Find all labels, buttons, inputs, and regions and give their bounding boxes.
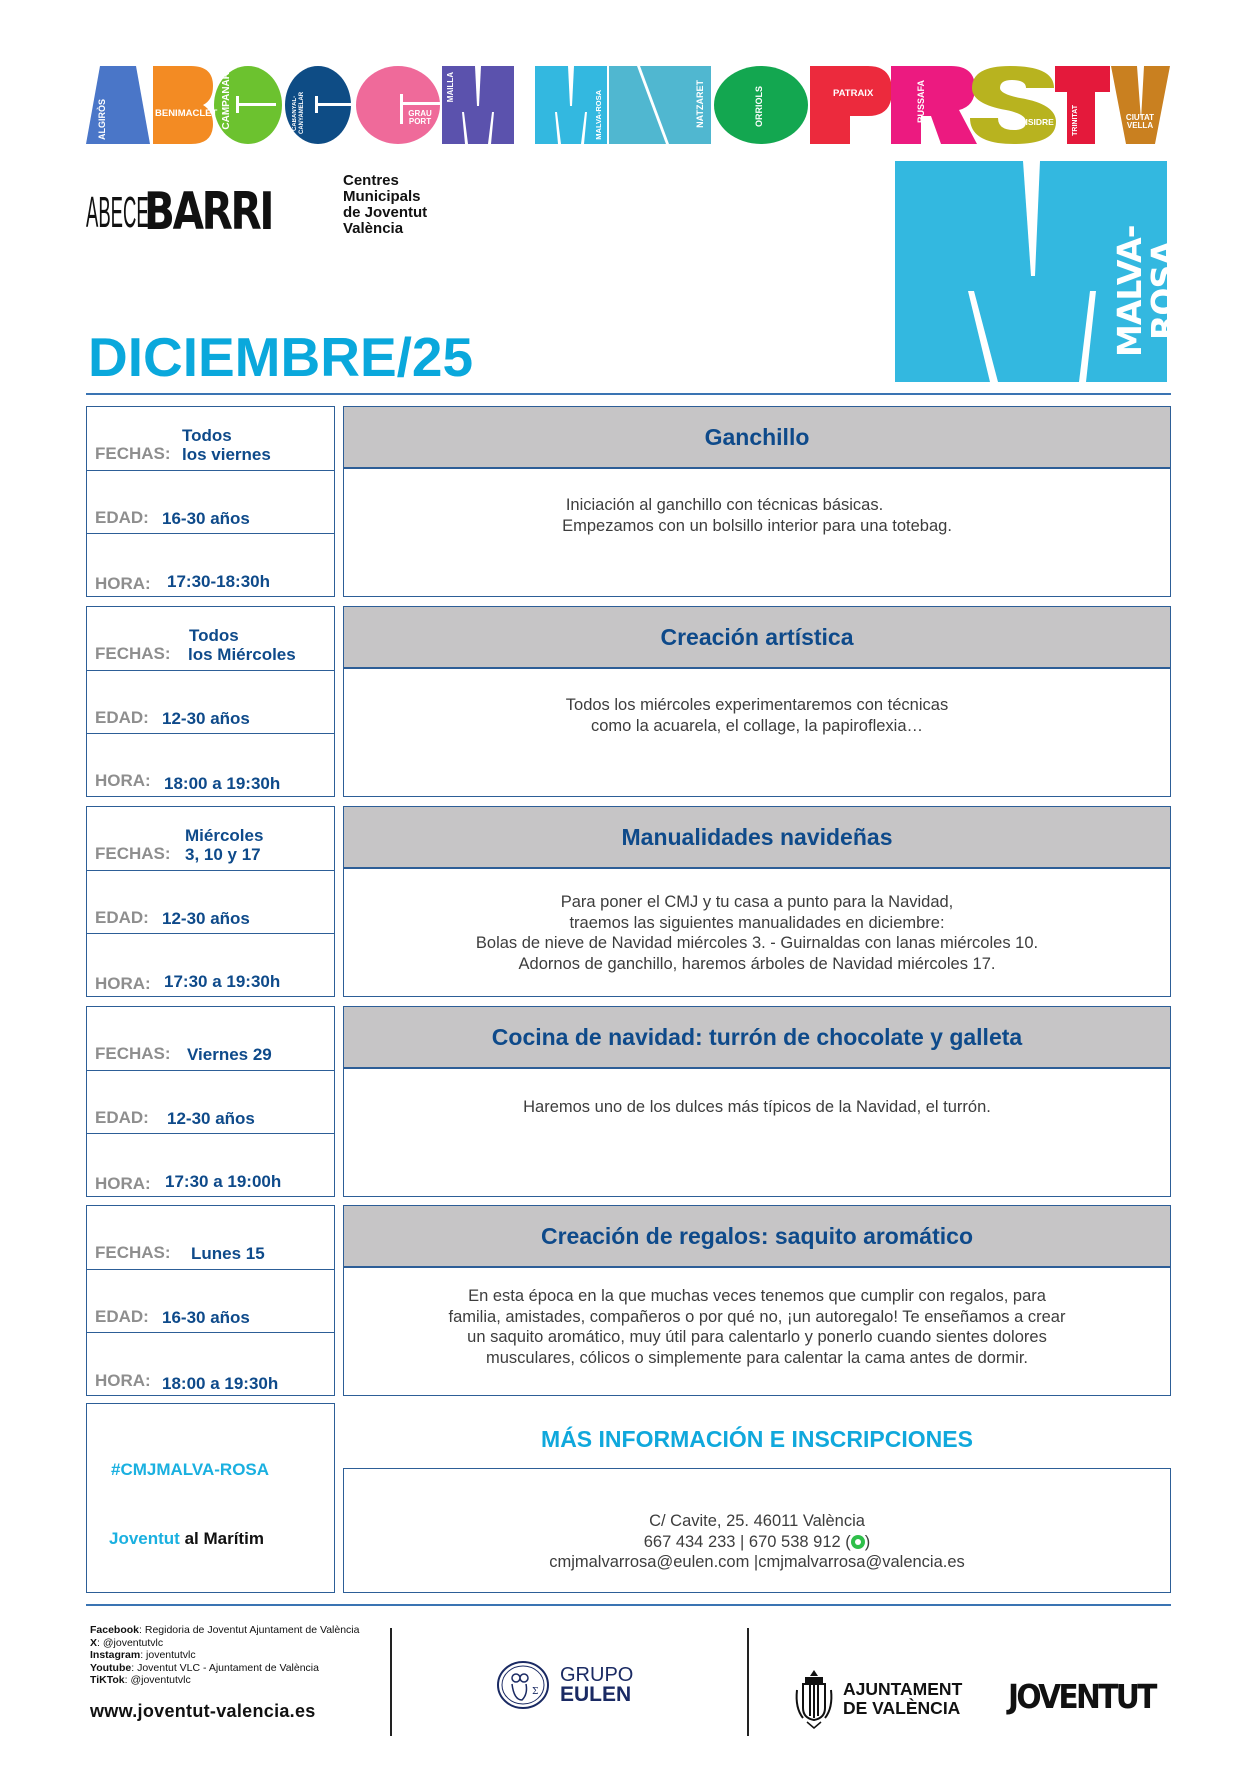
hora-label: HORA:	[95, 1371, 151, 1390]
barrio-letter-n	[609, 66, 711, 144]
hora-label: HORA:	[95, 771, 151, 790]
barrio-letter-v	[1111, 66, 1170, 144]
fechas-value: Viernes 29	[187, 1045, 272, 1064]
logo-text-line: Municipals	[343, 188, 421, 205]
eulen-owl-icon	[496, 1660, 550, 1710]
svg-text:Σ: Σ	[532, 1687, 539, 1697]
barrio-name: MAILLA	[446, 72, 455, 103]
logo-thin-text: ABECE	[86, 188, 149, 237]
activity-details	[86, 1205, 335, 1396]
fechas-cell	[87, 407, 334, 470]
barrio-name: GRAU PORT	[408, 109, 432, 126]
fechas-label: FECHAS:	[95, 844, 171, 863]
edad-cell	[87, 470, 334, 534]
activity-row	[86, 606, 1171, 797]
hora-label: HORA:	[95, 574, 151, 593]
activity-title: Manualidades navideñas	[344, 807, 1170, 869]
hora-value: 17:30-18:30h	[167, 572, 271, 591]
barrio-letter-g	[356, 66, 440, 144]
al-maritim-words: al Marítim	[184, 1529, 264, 1548]
activity-details	[86, 606, 335, 797]
phones: 667 434 233 | 670 538 912 ( )	[643, 1532, 871, 1551]
barrio-name: NATZARET	[695, 80, 705, 128]
activity-content	[343, 606, 1171, 797]
barrio-name: MALVA-ROSA	[594, 90, 603, 140]
logo-text-line: València	[343, 220, 404, 237]
hora-cell	[87, 1332, 334, 1396]
hora-label: HORA:	[95, 974, 151, 993]
website-link[interactable]: www.joventut-valencia.es	[90, 1701, 316, 1721]
edad-cell	[87, 870, 334, 934]
joventut-word: Joventut	[109, 1529, 180, 1548]
district-badge	[895, 161, 1183, 382]
letter-a-shape	[86, 66, 150, 144]
barrio-name: BENIMACLET	[155, 108, 218, 119]
edad-value: 12-30 años	[167, 1109, 255, 1128]
letter-s-shape	[970, 66, 1056, 144]
edad-value: 16-30 años	[162, 509, 250, 528]
letter-b-shape	[153, 66, 213, 144]
fechas-label: FECHAS:	[95, 1243, 171, 1262]
social-tiktok[interactable]: TiKTok: @joventutvlc	[90, 1674, 191, 1686]
activity-description: Haremos uno de los dulces más típicos de la Navidad, el turrón.	[523, 1098, 991, 1116]
activity-description: Todos los miércoles experimentaremos con técnicas como la acuarela, el collage, la papiroflexia…	[565, 696, 949, 735]
title-divider	[86, 393, 1171, 395]
logo-text-line: de Joventut	[343, 204, 428, 221]
activity-description: Iniciación al ganchillo con técnicas básicas. Empezamos con un bolsillo interior para una totebag.	[562, 496, 952, 535]
barrio-name: CAMPANAR	[221, 72, 232, 130]
contact-details	[344, 1511, 1170, 1573]
barrio-name: SANT ISIDRE	[1000, 117, 1054, 127]
hora-value: 18:00 a 19:30h	[164, 774, 281, 793]
logo-bold-text: BARRI	[144, 182, 273, 242]
info-title: MÁS INFORMACIÓN E INSCRIPCIONES	[541, 1426, 973, 1452]
activity-row	[86, 1006, 1171, 1197]
edad-value: 12-30 años	[162, 909, 250, 928]
barrio-letter-c-2	[285, 66, 351, 144]
barrio-name: CABANYAL-CANYAMELAR	[292, 91, 305, 135]
hora-value: 17:30 a 19:00h	[165, 1172, 282, 1191]
fechas-value: Todos los Miércoles	[188, 626, 296, 664]
page-title: DICIEMBRE/25	[88, 326, 474, 388]
whatsapp-icon	[851, 1535, 865, 1549]
fechas-value: Lunes 15	[191, 1244, 265, 1263]
edad-cell	[87, 1070, 334, 1134]
social-instagram[interactable]: Instagram: joventutvlc	[90, 1649, 196, 1661]
fechas-cell	[87, 607, 334, 670]
hora-label: HORA:	[95, 1174, 151, 1193]
activity-content	[343, 806, 1171, 997]
hora-cell	[87, 533, 334, 597]
letter-t-shape	[1055, 66, 1110, 144]
ajuntament-logo	[793, 1668, 962, 1730]
joventut-al-maritim	[109, 1529, 264, 1549]
contact-box	[343, 1468, 1171, 1593]
edad-cell	[87, 1269, 334, 1333]
activity-details	[86, 806, 335, 997]
edad-label: EDAD:	[95, 508, 149, 527]
fechas-cell	[87, 1206, 334, 1269]
letter-r-shape	[891, 66, 977, 144]
coat-of-arms-icon	[793, 1668, 835, 1730]
barrio-letter-s	[970, 66, 1056, 144]
edad-label: EDAD:	[95, 1307, 149, 1326]
activity-details	[86, 1006, 335, 1197]
barrio-letter-r	[891, 66, 977, 144]
logo-text-line: Centres	[343, 172, 399, 189]
social-facebook[interactable]: Facebook: Regidoria de Joventut Ajuntament de València	[90, 1624, 360, 1636]
abecebarri-logo	[86, 173, 308, 242]
fechas-value: Miércoles 3, 10 y 17	[185, 826, 264, 864]
edad-cell	[87, 670, 334, 734]
activity-row	[86, 406, 1171, 597]
grupo-eulen-logo	[496, 1660, 633, 1710]
district-name: MALVA-ROSA	[1110, 225, 1183, 357]
activity-row	[86, 806, 1171, 997]
barrio-letter-o	[714, 66, 808, 144]
hashtag: #CMJMALVA-ROSA	[111, 1460, 270, 1479]
activity-details	[86, 406, 335, 597]
activity-title: Creación artística	[344, 607, 1170, 669]
emails[interactable]: cmjmalvarrosa@eulen.com |cmjmalvarrosa@valencia.es	[549, 1553, 965, 1571]
social-tag-box	[86, 1403, 335, 1593]
barrio-letter-p	[810, 66, 892, 144]
edad-label: EDAD:	[95, 1108, 149, 1127]
activity-content	[343, 406, 1171, 597]
barrio-letter-b	[153, 66, 218, 144]
centres-municipals-text	[343, 173, 427, 237]
social-links	[90, 1624, 359, 1687]
hora-value: 17:30 a 19:30h	[164, 972, 281, 991]
fechas-label: FECHAS:	[95, 1044, 171, 1063]
footer-separator	[390, 1628, 392, 1736]
activity-row	[86, 1205, 1171, 1396]
fechas-cell	[87, 807, 334, 870]
edad-value: 16-30 años	[162, 1308, 250, 1327]
activity-description: En esta época en la que muchas veces tenemos que cumplir con regalos, para familia, amistades, compañeros o por qué no, ¡un autoregalo! Te enseñamos a crear un saquito aromático, muy útil para calentarlo y ponerlo cuando sientes dolores musculares, cólicos o simplemente para calentar la cama antes de dormir.	[448, 1287, 1066, 1367]
barrio-letter-m-2	[535, 66, 607, 144]
barrio-name: ALGIRÒS	[97, 98, 107, 140]
barrio-letter-a	[86, 66, 150, 144]
barrio-letter-t	[1055, 66, 1110, 144]
barrio-name: TRINITAT	[1072, 105, 1079, 136]
barrio-name: RUSSAFA	[916, 80, 926, 124]
activity-description: Para poner el CMJ y tu casa a punto para la Navidad, traemos las siguientes manualidades en diciembre: Bolas de nieve de Navidad miércoles 3. - Guirnaldas con lanas miércoles 10. Adornos de ganchillo, haremos árboles de Navidad miércoles 17.	[475, 893, 1039, 973]
activity-title: Ganchillo	[344, 407, 1170, 469]
hora-cell	[87, 733, 334, 797]
fechas-value: Todos los viernes	[182, 426, 271, 464]
fechas-cell	[87, 1007, 334, 1070]
fechas-label: FECHAS:	[95, 444, 171, 463]
barrio-letter-c	[214, 66, 282, 144]
ajuntament-text: AJUNTAMENT DE VALÈNCIA	[843, 1679, 963, 1718]
barrios-letter-strip	[86, 66, 1170, 144]
fechas-label: FECHAS:	[95, 644, 171, 663]
barrio-name: CIUTAT VELLA	[1125, 113, 1155, 130]
barrio-name: PATRAIX	[833, 88, 874, 99]
edad-label: EDAD:	[95, 708, 149, 727]
joventut-logo: JOVENTUT	[1008, 1677, 1155, 1716]
activity-content	[343, 1006, 1171, 1197]
address: C/ Cavite, 25. 46011 València	[649, 1512, 865, 1530]
letter-p-shape	[810, 66, 892, 144]
footer-divider	[86, 1604, 1171, 1606]
activity-title: Creación de regalos: saquito aromático	[344, 1206, 1170, 1268]
letter-v-shape	[1111, 66, 1170, 144]
activity-title: Cocina de navidad: turrón de chocolate y galleta	[344, 1007, 1170, 1069]
activity-content	[343, 1205, 1171, 1396]
barrio-name: ORRIOLS	[754, 86, 764, 128]
barrio-letter-m	[442, 66, 514, 144]
hora-cell	[87, 933, 334, 997]
social-x[interactable]: X: @joventutvlc	[90, 1636, 164, 1649]
edad-value: 12-30 años	[162, 709, 250, 728]
social-youtube[interactable]: Youtube: Joventut VLC - Ajuntament de València	[90, 1661, 319, 1674]
edad-label: EDAD:	[95, 908, 149, 927]
eulen-text: GRUPO EULEN	[560, 1664, 634, 1706]
hora-value: 18:00 a 19:30h	[162, 1374, 279, 1393]
footer-separator	[747, 1628, 749, 1736]
hora-cell	[87, 1133, 334, 1197]
